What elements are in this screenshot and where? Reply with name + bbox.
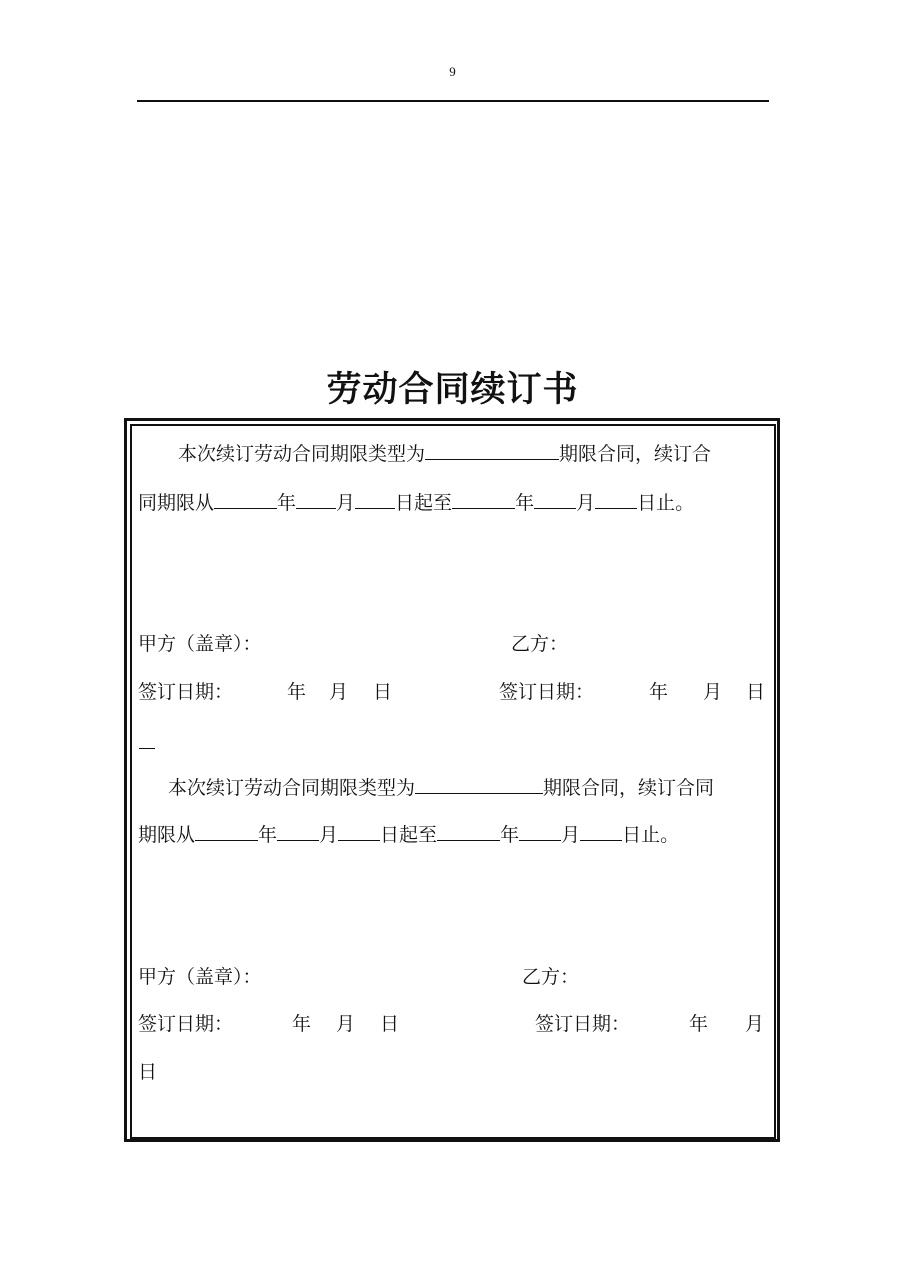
year-label: 年 — [515, 492, 535, 514]
header-rule — [137, 100, 769, 102]
start-day-blank[interactable] — [355, 490, 395, 509]
renewal-type-label: 本次续订劳动合同期限类型为 — [178, 443, 426, 465]
sign-year-a: 年 — [292, 1013, 312, 1035]
renewal-type-label: 本次续订劳动合同期限类型为 — [168, 777, 416, 799]
end-day-blank[interactable] — [580, 822, 622, 841]
page-number: 9 — [449, 64, 456, 79]
sign-day-a: 日 — [373, 681, 393, 703]
party-b-label: 乙方： — [511, 633, 569, 655]
sign-day-b: 日 — [746, 681, 766, 703]
sign-date-label-b: 签订日期： — [499, 681, 595, 703]
end-year-blank[interactable] — [452, 490, 515, 509]
sign-day-b: 日 — [138, 1061, 158, 1083]
end-year-blank[interactable] — [437, 822, 500, 841]
day-to-label: 日止。 — [637, 492, 695, 514]
contract-type-blank[interactable] — [415, 775, 543, 794]
sign-date-label-a: 签订日期： — [138, 1013, 234, 1035]
month-label: 月 — [561, 824, 581, 846]
renewal-period-line-2 — [138, 822, 679, 847]
sign-month-b: 月 — [703, 681, 723, 703]
day-from-label: 日起至 — [395, 492, 453, 514]
start-month-blank[interactable] — [277, 822, 319, 841]
renewal-type-end: 期限合同，续订合 — [559, 443, 712, 465]
start-month-blank[interactable] — [296, 490, 336, 509]
sign-month-b: 月 — [745, 1013, 765, 1035]
month-label: 月 — [576, 492, 596, 514]
end-day-blank[interactable] — [595, 490, 637, 509]
renewal-type-end: 期限合同，续订合同 — [543, 777, 715, 799]
sign-date-label-a: 签订日期： — [138, 681, 234, 703]
renewal-type-line-2 — [168, 775, 714, 800]
sign-year-b: 年 — [689, 1013, 709, 1035]
day-from-label: 日起至 — [380, 824, 438, 846]
end-month-blank[interactable] — [534, 490, 576, 509]
start-year-blank[interactable] — [195, 822, 258, 841]
sign-year-b: 年 — [649, 681, 669, 703]
contract-type-blank[interactable] — [425, 441, 559, 460]
month-label: 月 — [319, 824, 339, 846]
document-title: 劳动合同续订书 — [326, 370, 579, 410]
start-day-blank[interactable] — [338, 822, 380, 841]
party-a-label: 甲方（盖章）： — [138, 966, 262, 988]
month-label: 月 — [336, 492, 356, 514]
start-year-blank[interactable] — [214, 490, 277, 509]
sign-month-a: 月 — [336, 1013, 356, 1035]
renewal-type-line-1 — [178, 441, 711, 466]
renewal-period-line-1 — [138, 490, 694, 515]
sign-day-a: 日 — [380, 1013, 400, 1035]
sign-year-a: 年 — [287, 681, 307, 703]
day-to-label: 日止。 — [622, 824, 680, 846]
year-label: 年 — [277, 492, 297, 514]
year-label: 年 — [258, 824, 278, 846]
party-b-label: 乙方： — [522, 966, 580, 988]
period-from-label: 同期限从 — [138, 492, 215, 514]
sign-date-label-b: 签订日期： — [535, 1013, 631, 1035]
end-month-blank[interactable] — [519, 822, 561, 841]
sign-month-a: 月 — [329, 681, 349, 703]
year-label: 年 — [500, 824, 520, 846]
dash-mark — [139, 748, 155, 749]
party-a-label: 甲方（盖章）： — [138, 633, 262, 655]
period-from-label: 期限从 — [138, 824, 196, 846]
